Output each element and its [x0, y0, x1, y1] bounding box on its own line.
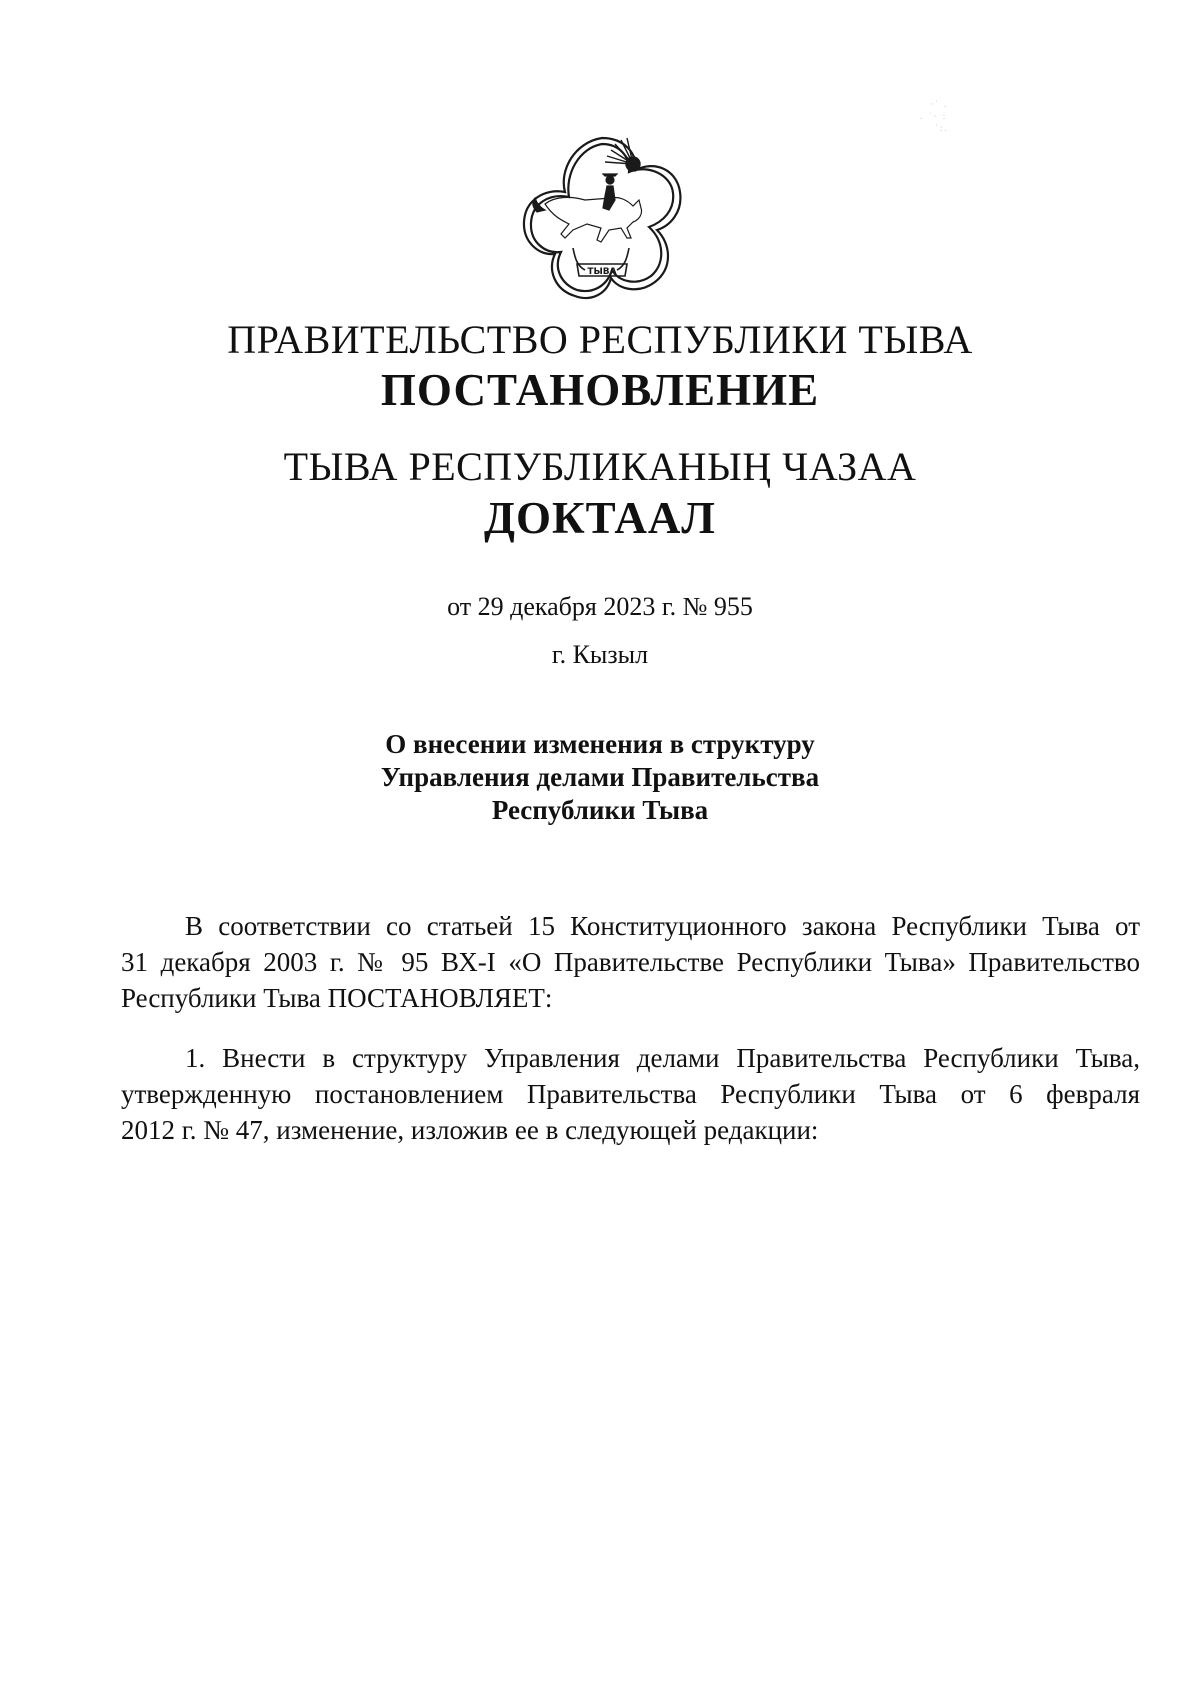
paragraph-line: 1. Внести в структуру Управления делами Правительства Республики Тыва, — [185, 1043, 1140, 1073]
coat-of-arms-emblem — [515, 130, 689, 304]
government-name-ru: ПРАВИТЕЛЬСТВО РЕСПУБЛИКИ ТЫВА — [227, 317, 973, 362]
subject-line: Республики Тыва — [491, 795, 709, 825]
paragraph-line: Республики Тыва ПОСТАНОВЛЯЕТ: — [121, 983, 553, 1013]
scan-artifact: ·˙ . — [930, 99, 949, 109]
scan-artifact: ˙:. — [935, 123, 949, 133]
document-type-tyv: ДОКТААЛ — [484, 493, 716, 543]
paragraph-preamble — [121, 908, 1140, 1016]
paragraph-item-1 — [121, 1040, 1140, 1148]
document-subject — [0, 728, 1200, 827]
subject-line: Управления делами Правительства — [380, 762, 820, 792]
paragraph-line: В соответствии со статьей 15 Конституционного закона Республики Тыва от — [185, 911, 1140, 941]
document-type-ru: ПОСТАНОВЛЕНИЕ — [380, 365, 820, 415]
scan-artifact: . ˙· : — [920, 111, 948, 121]
subject-line: О внесении изменения в структуру — [385, 729, 815, 759]
paragraph-line: 2012 г. № 47, изменение, изложив ее в следующей редакции: — [121, 1115, 819, 1145]
document-date-number: от 29 декабря 2023 г. № 955 — [447, 592, 753, 621]
government-name-tyv: ТЫВА РЕСПУБЛИКАНЫҢ ЧАЗАА — [283, 444, 917, 489]
document-city: г. Кызыл — [551, 640, 649, 669]
paragraph-line: утвержденную постановлением Правительства Республики Тыва от 6 февраля — [121, 1079, 1140, 1109]
paragraph-line: 31 декабря 2003 г. № 95 ВХ-I «О Правительстве Республики Тыва» Правительство — [121, 947, 1140, 977]
emblem-label: ТЫВА — [587, 267, 617, 277]
